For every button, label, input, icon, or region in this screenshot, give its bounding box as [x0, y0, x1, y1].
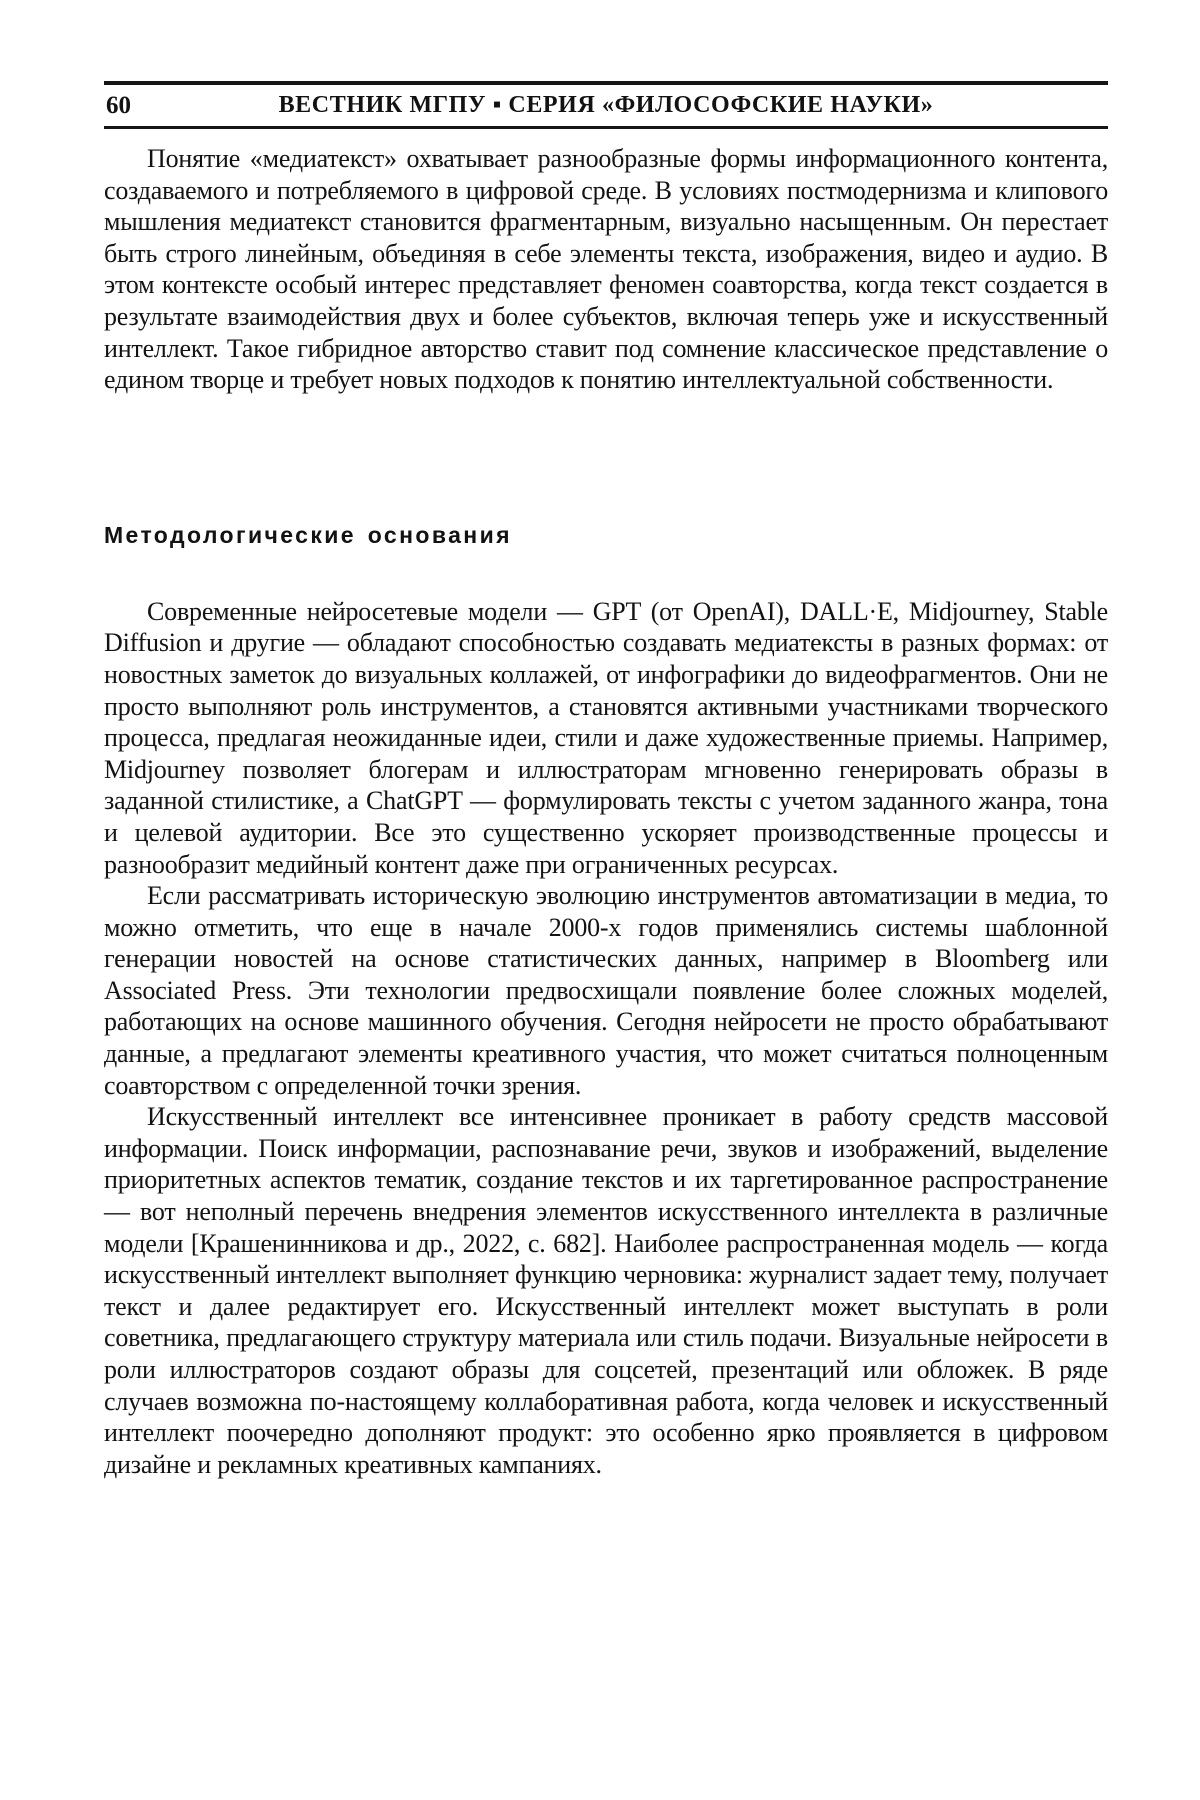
- running-title: ВЕСТНИК МГПУ ▪ СЕРИЯ «ФИЛОСОФСКИЕ НАУКИ»: [278, 92, 934, 118]
- body-paragraph: Искусственный интеллект все интенсивнее проникает в работу средств массовой информации. Поиск информации, распознавание речи, звуков и изображений, выделение приоритетных аспектов тематик, создание текстов и их таргетированное распространение — вот неполный перечень внедрения элементов искусственного интеллекта в различные модели [Крашенинникова и др., 2022, с. 682]. Наиболее распространенная модель — когда искусственный интеллект выполняет функцию черновика: журналист задает тему, получает текст и далее редактирует его. Искусственный интеллект может выступать в роли советника, предлагающего структуру материала или стиль подачи. Визуальные нейросети в роли иллюстраторов создают образы для соцсетей, презентаций или обложек. В ряде случаев возможна по-настоящему коллаборативная работа, когда человек и искусственный интеллект поочередно дополняют продукт: это особенно ярко проявляется в цифровом дизайне и рекламных креативных кампаниях.: [104, 1102, 1108, 1479]
- running-header: [104, 81, 1108, 129]
- section-heading: Методологические основания: [104, 521, 512, 548]
- header-bottom-rule: [104, 126, 1108, 129]
- body-paragraph: Если рассматривать историческую эволюцию инструментов автоматизации в медиа, то можно отметить, что еще в начале 2000-х годов применялись системы шаблонной генерации новостей на основе статистических данных, например в Bloomberg или Associated Press. Эти технологии предвосхищали появление более сложных моделей, работающих на основе машинного обучения. Сегодня нейросети не просто обрабатывают данные, а предлагают элементы креативного участия, что может считаться полноценным соавторством с определенной точки зрения.: [104, 881, 1108, 1100]
- body-paragraph: Современные нейросетевые модели — GPT (от OpenAI), DALL·E, Midjourney, Stable Diffusion и другие — обладают способностью создавать медиатексты в разных формах: от новостных заметок до визуальных коллажей, от инфографики до видеофрагментов. Они не просто выполняют роль инструментов, а становятся активными участниками творческого процесса, предлагая неожиданные идеи, стили и даже художественные приемы. Например, Midjourney позволяет блогерам и иллюстраторам мгновенно генерировать образы в заданной стилистике, а ChatGPT — формулировать тексты с учетом заданного жанра, тона и целевой аудитории. Все это существенно ускоряет производственные процессы и разнообразит медийный контент даже при ограниченных ресурсах.: [104, 596, 1108, 879]
- intro-paragraph: Понятие «медиатекст» охватывает разнообразные формы информационного контента, создаваемого и потребляемого в цифровой среде. В условиях постмодернизма и клипового мышления медиатекст становится фрагментарным, визуально насыщенным. Он перестает быть строго линейным, объединяя в себе элементы текста, изображения, видео и аудио. В этом контексте особый интерес представляет феномен соавторства, когда текст создается в результате взаимодействия двух и более субъектов, включая теперь уже и искусственный интеллект. Такое гибридное авторство ставит под сомнение классическое представление о едином творце и требует новых подходов к понятию интеллектуальной собственности.: [104, 144, 1108, 395]
- header-row: [104, 85, 1108, 126]
- article-body: [104, 143, 1108, 1480]
- page-number: 60: [106, 91, 131, 119]
